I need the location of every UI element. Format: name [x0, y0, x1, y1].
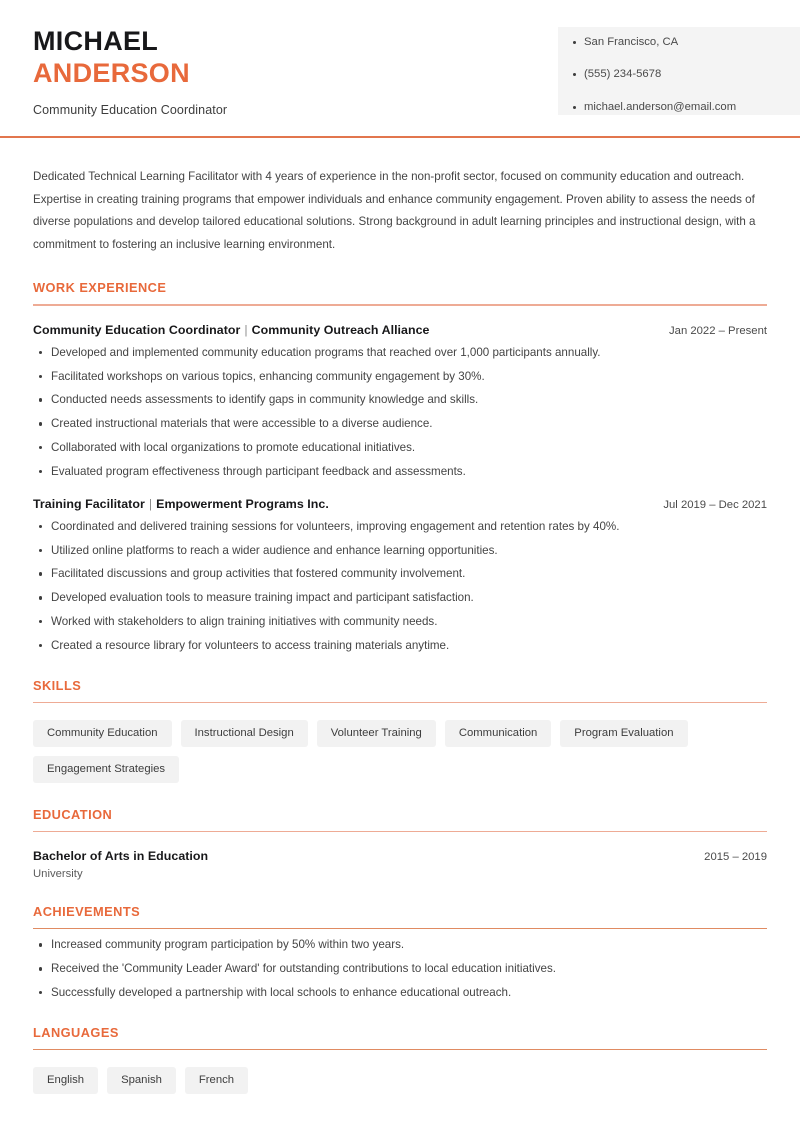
- job-title: Community Education Coordinator: [33, 102, 228, 117]
- list-item: [33, 590, 767, 605]
- education-date: 2015 – 2019: [704, 851, 767, 864]
- achievements-list: [33, 937, 767, 1000]
- work-entry-company: Community Outreach Alliance: [251, 322, 430, 337]
- bullet-text: Developed evaluation tools to measure training impact and participant satisfaction.: [51, 591, 474, 605]
- list-item: [33, 566, 767, 581]
- education-entry-header: [33, 849, 767, 863]
- skills-tag-list: [33, 720, 767, 783]
- first-name: MICHAEL: [33, 26, 159, 56]
- bullet-text: Increased community program participation by 50% within two years.: [51, 938, 405, 952]
- language-tag: English: [33, 1067, 98, 1094]
- section-skills: [33, 678, 767, 783]
- contact-item-location: [584, 37, 788, 48]
- contact-item-phone[interactable]: [584, 69, 788, 80]
- name-block: [33, 26, 227, 117]
- language-tag: Spanish: [107, 1067, 176, 1094]
- language-tag: French: [185, 1067, 248, 1094]
- section-divider: [33, 928, 767, 929]
- section-languages: [33, 1025, 767, 1094]
- bullet-dot-icon: [573, 73, 576, 76]
- work-entry: [33, 497, 767, 654]
- bullet-dot-icon: [39, 967, 42, 970]
- section-title-skills: SKILLS: [33, 677, 82, 693]
- skill-tag: Engagement Strategies: [33, 756, 179, 783]
- bullet-dot-icon: [39, 470, 42, 473]
- list-item: [33, 464, 767, 479]
- bullet-text: Collaborated with local organizations to promote educational initiatives.: [51, 441, 416, 455]
- header-divider: [0, 136, 800, 138]
- contact-email-text: michael.anderson@email.com: [584, 100, 737, 113]
- bullet-dot-icon: [573, 106, 576, 109]
- bullet-dot-icon: [39, 943, 42, 946]
- section-divider: [33, 831, 767, 832]
- bullet-dot-icon: [39, 422, 42, 425]
- bullet-text: Evaluated program effectiveness through participant feedback and assessments.: [51, 465, 466, 479]
- list-item: [33, 937, 767, 952]
- bullet-text: Facilitated workshops on various topics, enhancing community engagement by 30%.: [51, 369, 485, 383]
- bullet-dot-icon: [39, 351, 42, 354]
- resume-content: [0, 137, 800, 1094]
- bullet-dot-icon: [39, 398, 42, 401]
- bullet-dot-icon: [39, 644, 42, 647]
- bullet-dot-icon: [573, 41, 576, 44]
- list-item: [33, 392, 767, 407]
- list-item: [33, 416, 767, 431]
- resume-header: [0, 0, 800, 137]
- work-entry-role: Community Education Coordinator: [33, 322, 241, 337]
- skill-tag: Communication: [445, 720, 551, 747]
- education-degree: Bachelor of Arts in Education: [33, 849, 209, 864]
- separator-icon: |: [148, 496, 153, 511]
- bullet-text: Developed and implemented community education programs that reached over 1,000 participants annually.: [51, 345, 601, 359]
- bullet-text: Received the 'Community Leader Award' for outstanding contributions to local education initiatives.: [51, 962, 556, 976]
- bullet-dot-icon: [39, 525, 42, 528]
- section-title-education: EDUCATION: [33, 806, 113, 822]
- section-divider: [33, 304, 767, 305]
- skill-tag: Volunteer Training: [317, 720, 436, 747]
- bullet-text: Facilitated discussions and group activities that fostered community involvement.: [51, 567, 466, 581]
- bullet-text: Successfully developed a partnership with local schools to enhance educational outreach.: [51, 986, 512, 1000]
- skill-tag: Community Education: [33, 720, 172, 747]
- bullet-text: Worked with stakeholders to align training initiatives with community needs.: [51, 615, 438, 629]
- section-achievements: [33, 904, 767, 1001]
- work-entry-header: [33, 497, 767, 511]
- list-item: [33, 345, 767, 360]
- contact-location-text: San Francisco, CA: [584, 36, 679, 48]
- work-entry-date: Jan 2022 – Present: [669, 324, 767, 337]
- section-divider: [33, 702, 767, 703]
- section-title-languages: LANGUAGES: [33, 1024, 119, 1040]
- bullet-text: Conducted needs assessments to identify gaps in community knowledge and skills.: [51, 393, 479, 407]
- section-divider: [33, 1049, 767, 1050]
- list-item: [33, 440, 767, 455]
- languages-tag-list: [33, 1067, 767, 1094]
- bullet-dot-icon: [39, 375, 42, 378]
- work-entry-heading: [33, 323, 430, 337]
- list-item: [33, 985, 767, 1000]
- contact-box: [558, 27, 800, 115]
- section-title-work-experience: WORK EXPERIENCE: [33, 280, 167, 296]
- work-entry-date: Jul 2019 – Dec 2021: [663, 498, 767, 511]
- bullet-dot-icon: [39, 446, 42, 449]
- list-item: [33, 961, 767, 976]
- list-item: [33, 369, 767, 384]
- work-entry-bullets: [33, 519, 767, 654]
- contact-item-email[interactable]: [584, 102, 788, 113]
- skill-tag: Program Evaluation: [560, 720, 687, 747]
- work-entry-heading: [33, 497, 329, 511]
- section-work-experience: [33, 280, 767, 653]
- bullet-text: Created a resource library for volunteers to access training materials anytime.: [51, 639, 450, 653]
- list-item: [33, 543, 767, 558]
- list-item: [33, 638, 767, 653]
- list-item: [33, 614, 767, 629]
- work-entry-bullets: [33, 345, 767, 480]
- education-entry: [33, 849, 767, 880]
- list-item: [33, 519, 767, 534]
- bullet-text: Created instructional materials that were accessible to a diverse audience.: [51, 417, 433, 431]
- separator-icon: |: [244, 322, 248, 337]
- contact-list: [558, 37, 800, 113]
- work-entry-role: Training Facilitator: [33, 496, 145, 511]
- bullet-text: Utilized online platforms to reach a wider audience and enhance learning opportunities.: [51, 543, 498, 557]
- work-entry-company: Empowerment Programs Inc.: [156, 496, 329, 511]
- work-entry: [33, 323, 767, 480]
- bullet-dot-icon: [39, 596, 42, 599]
- skill-tag: Instructional Design: [181, 720, 308, 747]
- bullet-dot-icon: [39, 991, 42, 994]
- last-name: ANDERSON: [33, 57, 190, 88]
- work-entry-header: [33, 323, 767, 337]
- contact-phone-text: (555) 234-5678: [584, 68, 662, 81]
- bullet-dot-icon: [39, 620, 42, 623]
- bullet-dot-icon: [39, 549, 42, 552]
- bullet-dot-icon: [39, 572, 42, 575]
- education-school: University: [33, 868, 83, 881]
- section-title-achievements: ACHIEVEMENTS: [33, 904, 141, 920]
- bullet-text: Coordinated and delivered training sessions for volunteers, improving engagement and retention rates by 40%.: [51, 519, 620, 533]
- section-education: [33, 807, 767, 880]
- professional-summary: Dedicated Technical Learning Facilitator with 4 years of experience in the non-profit sector, focused on community education and outreach. Expertise in creating training programs that empower individuals and enhance community engagement. Proven ability to assess the needs of diverse populations and develop tailored educational solutions. Strong background in adult learning principles and instructional design, with a commitment to fostering an inclusive learning environment.: [33, 170, 756, 251]
